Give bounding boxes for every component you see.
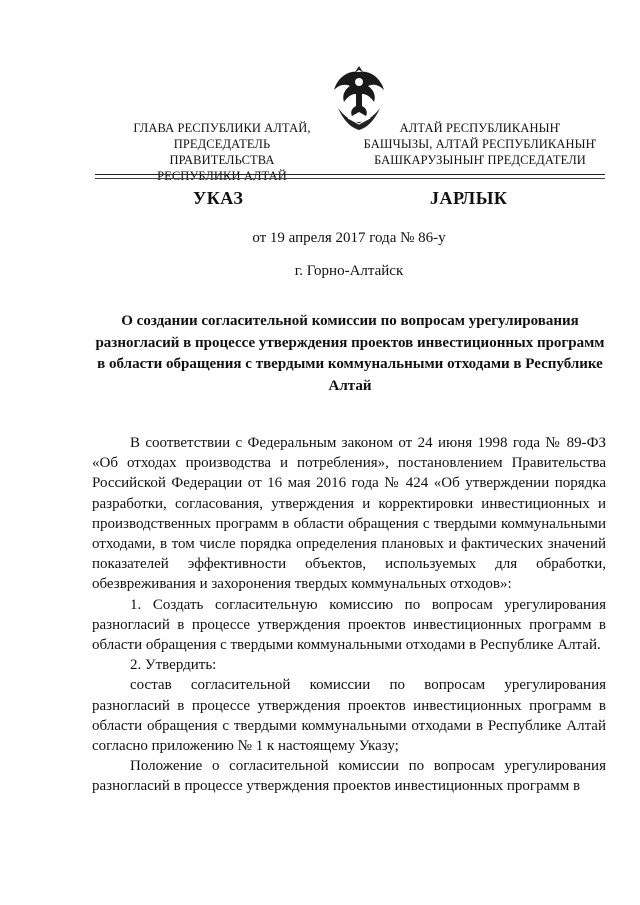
- header-right-line: БАШЧЫЗЫ, АЛТАЙ РЕСПУБЛИКАНЫҤ: [363, 137, 597, 151]
- header-left-line: РЕСПУБЛИКИ АЛТАЙ: [157, 169, 287, 183]
- header-right-org: [355, 120, 605, 168]
- header-divider-thin: [95, 178, 605, 179]
- header-right-line: АЛТАЙ РЕСПУБЛИКАНЫҤ: [399, 121, 561, 135]
- header-left-line: ПРЕДСЕДАТЕЛЬ ПРАВИТЕЛЬСТВА: [169, 137, 275, 167]
- body-paragraph: состав согласительной комиссии по вопросам урегулирования разногласий в процессе утверждения проектов инвестиционных программ в области обращения с твердыми коммунальными отходами в Республике Алтай согласно приложению № 1 к настоящему Указу;: [92, 677, 606, 755]
- doc-city: г. Горно-Алтайск: [294, 263, 404, 279]
- doc-type-alt: JАРЛЫК: [430, 188, 508, 208]
- doc-heading: О создании согласительной комиссии по вопросам урегулирования разногласий в процессе утверждения проектов инвестиционных программ в области обращения с твердыми коммунальными отходами в Республике Алтай: [95, 313, 605, 394]
- header-divider: [95, 174, 605, 175]
- header-right-line: БАШКАРУЗЫНЫҤ ПРЕДСЕДАТЕЛИ: [374, 153, 586, 167]
- doc-type-ru: УКАЗ: [193, 188, 244, 208]
- body-paragraph: 1. Создать согласительную комиссию по вопросам урегулирования разногласий в процессе утверждения проектов инвестиционных программ в области обращения с твердыми коммунальными отходами в Республике Алтай.: [92, 596, 606, 654]
- body-paragraph: В соответствии с Федеральным законом от 24 июня 1998 года № 89-ФЗ «Об отходах производства и потребления», постановлением Правительства Российской Федерации от 16 мая 2016 года № 424 «Об утверждении порядка разработки, согласования, утверждения и корректировки инвестиционных и производственных программ в области обращения с твердыми коммунальными отходами, в том числе порядка определения плановых и фактических значений показателей эффективности объектов, используемых для обработки, обезвреживания и захоронения твердых коммунальных отходов»:: [92, 435, 606, 593]
- body-paragraph: 2. Утвердить:: [130, 657, 217, 674]
- doc-body: [92, 433, 606, 797]
- header-left-line: ГЛАВА РЕСПУБЛИКИ АЛТАЙ,: [133, 121, 311, 135]
- doc-date: от 19 апреля 2017 года № 86-у: [252, 230, 446, 246]
- body-paragraph: Положение о согласительной комиссии по вопросам урегулирования разногласий в процессе утверждения проектов инвестиционных программ в: [92, 758, 606, 795]
